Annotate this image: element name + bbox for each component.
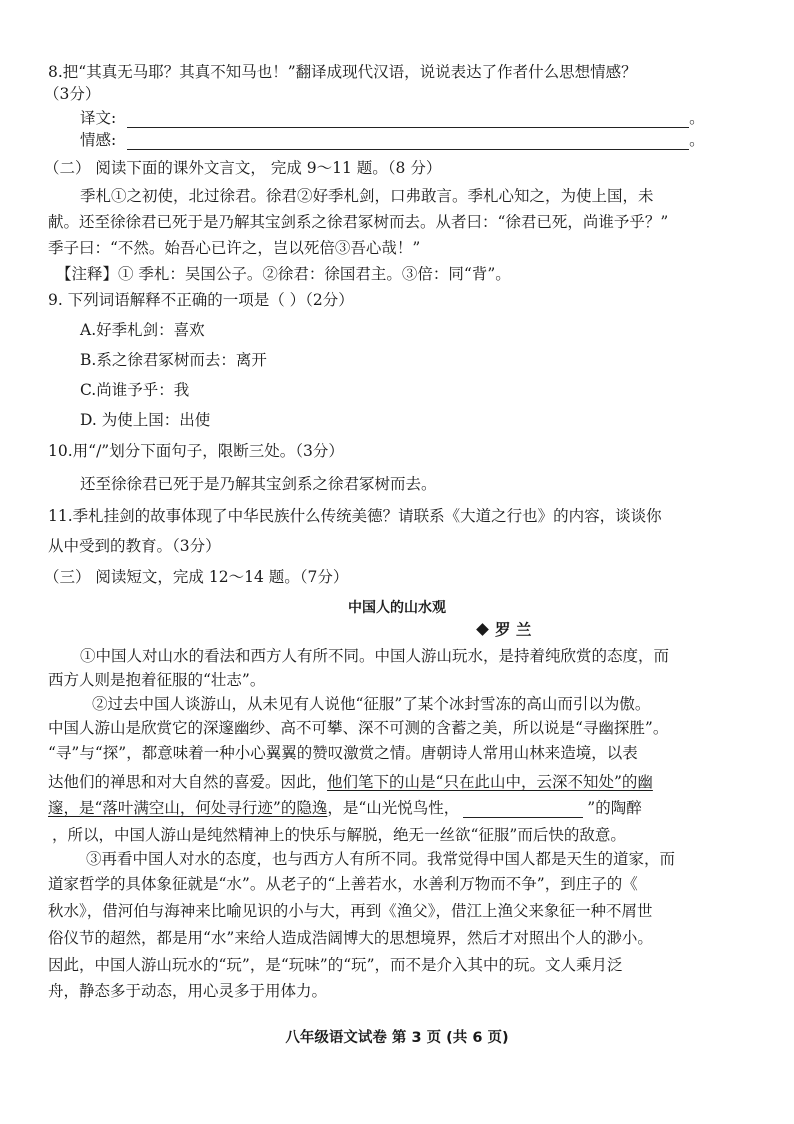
article-title: 中国人的山水观: [348, 600, 446, 616]
translation-end-mark: 。: [689, 109, 705, 127]
paragraph-2-text: ，是“山光悦鸟性，: [327, 799, 460, 817]
question-8-stem: 8.把“其真无马耶？其真不知马也！”翻译成现代汉语，说说表达了作者什么思想情感？: [48, 63, 637, 81]
question-8-points: （3分）: [44, 85, 101, 103]
emotion-label: 情感:: [80, 131, 117, 149]
article-author: [478, 620, 531, 640]
paragraph-3-line: 俗仪节的超然，都是用“水”来给人造成浩阔博大的思想境界，然后才对照出个人的渺小。: [48, 929, 653, 947]
paragraph-2-text: 达他们的禅思和对大自然的喜爱。因此，: [48, 773, 328, 791]
paragraph-2-line: [48, 772, 653, 792]
paragraph-3-line: 舟，静态多于动态，用心灵多于用体力。: [48, 982, 328, 1000]
classical-passage-line: 季子曰：“不然。始吾心已许之，岂以死倍③吾心哉！”: [48, 239, 421, 257]
question-11-stem-line2: 从中受到的教育。（3分）: [48, 537, 221, 555]
translation-answer-line[interactable]: [127, 111, 689, 128]
paragraph-3-line: 道家哲学的具体象征就是“水”。从老子的“上善若水，水善利万物而不争”，到庄子的《: [48, 875, 638, 893]
paragraph-3-line: 秋水》，借河伯与海神来比喻见识的小与大，再到《渔父》，借江上渔父来象征一种不屑世: [48, 902, 653, 920]
paragraph-2-line: ②过去中国人谈游山，从未见有人说他“征服”了某个冰封雪冻的高山而引以为傲。: [92, 695, 651, 713]
paragraph-1-line: ①中国人对山水的看法和西方人有所不同。中国人游山玩水，是持着纯欣赏的态度，而: [80, 647, 670, 665]
author-name: 罗 兰: [495, 620, 532, 639]
section-2-header: （二） 阅读下面的课外文言文， 完成 9～11 题。（8 分）: [44, 159, 442, 177]
question-10-sentence: 还至徐徐君已死于是乃解其宝剑系之徐君冢树而去。: [80, 475, 437, 493]
section-3-header: （三） 阅读短文，完成 12～14 题。（7分）: [44, 568, 349, 586]
emotion-row: [80, 130, 705, 150]
paragraph-2-line: “寻”与“探”，都意味着一种小心翼翼的赞叹激赏之情。唐朝诗人常用山林来造境，以表: [48, 744, 638, 762]
page-footer: 八年级语文试卷 第 3 页 (共 6 页): [285, 1030, 509, 1046]
paragraph-2-line: [48, 798, 642, 818]
question-9-stem: 9. 下列词语解释不正确的一项是（ ）（2分）: [48, 291, 354, 309]
option-d: D. 为使上国：出使: [80, 411, 211, 429]
option-c: C.尚谁予乎：我: [80, 381, 190, 399]
underlined-phrase: 邃，是“落叶满空山，何处寻行迹”的隐逸: [48, 799, 328, 817]
blank-answer-line[interactable]: [463, 801, 583, 818]
annotation-note: 【注释】① 季札：吴国公子。②徐君：徐国君主。③倍：同“背”。: [56, 265, 511, 283]
translation-row: [80, 108, 705, 128]
question-11-stem-line1: 11.季札挂剑的故事体现了中华民族什么传统美德？请联系《大道之行也》的内容，谈谈你: [48, 507, 662, 525]
paragraph-1-line: 西方人则是抱着征服的“壮志”。: [48, 671, 266, 689]
paragraph-2-line: ，所以，中国人游山是纯然精神上的快乐与解脱，绝无一丝欲“征服”而后快的敌意。: [52, 826, 626, 844]
classical-passage-line: 献。还至徐徐君已死于是乃解其宝剑系之徐君冢树而去。从者曰：“徐君已死，尚谁予乎？”: [48, 213, 669, 231]
diamond-bullet-icon: [476, 623, 489, 636]
emotion-end-mark: 。: [689, 131, 705, 149]
paragraph-3-line: ③再看中国人对水的态度，也与西方人有所不同。我常觉得中国人都是天生的道家，而: [86, 850, 676, 868]
question-10-stem: 10.用“/”划分下面句子，限断三处。（3分）: [48, 442, 344, 460]
option-b: B.系之徐君冢树而去：离开: [80, 351, 267, 369]
paragraph-2-line: 中国人游山是欣赏它的深邃幽纱、高不可攀、深不可测的含蓄之美，所以说是“寻幽探胜”。: [48, 719, 669, 737]
paragraph-2-text: ”的陶醉: [587, 799, 642, 817]
underlined-phrase: 他们笔下的山是“只在此山中，云深不知处”的幽: [327, 773, 653, 791]
emotion-answer-line[interactable]: [127, 133, 689, 150]
option-a: A.好季札剑：喜欢: [80, 321, 205, 339]
translation-label: 译文:: [80, 109, 117, 127]
classical-passage-line: 季札①之初使，北过徐君。徐君②好季札剑，口弗敢言。季札心知之，为使上国，未: [80, 187, 654, 205]
paragraph-3-line: 因此，中国人游山玩水的“玩”，是“玩味”的“玩”，而不是介入其中的玩。文人乘月泛: [48, 956, 623, 974]
